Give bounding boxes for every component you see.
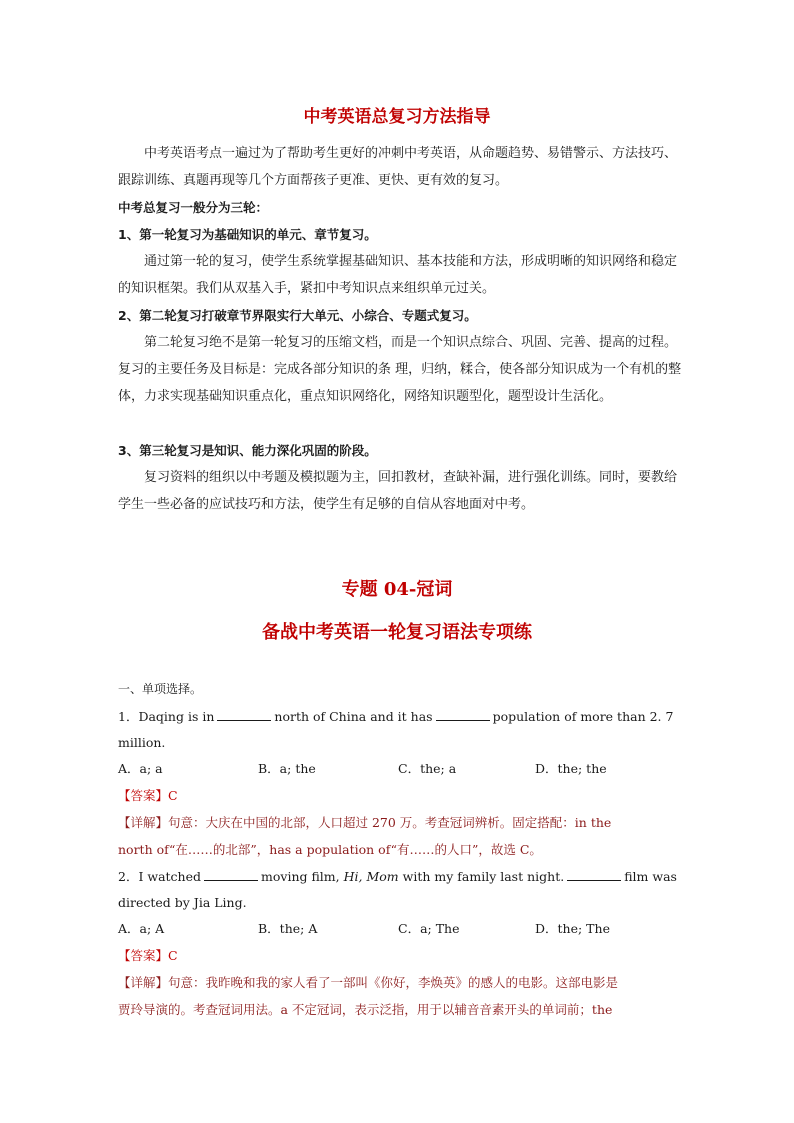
guide-intro: 中考英语考点一遍过为了帮助考生更好的冲刺中考英语，从命题趋势、易错警示、方法技巧、跟踪训练、真题再现等几个方面帮孩子更准、更快、更有效的复习。 bbox=[118, 146, 678, 188]
question-2-line-1 bbox=[118, 864, 688, 890]
q1-text-a: 1．Daqing is in bbox=[118, 709, 215, 724]
round1-heading: 1、第一轮复习为基础知识的单元、章节复习。 bbox=[118, 227, 377, 242]
answer-blank bbox=[436, 708, 490, 721]
question-1-detail-2: north of“在……的北部”，has a population of“有……的人口”，故选 C。 bbox=[118, 842, 542, 857]
q2-film-title: Hi, Mom bbox=[343, 869, 399, 884]
question-1-answer: 【答案】C bbox=[118, 788, 178, 803]
option-a: A．a; a bbox=[118, 761, 163, 776]
option-c: C．the; a bbox=[398, 761, 457, 776]
option-c: C．a; The bbox=[398, 921, 460, 936]
topic-title: 专题 04-冠词 bbox=[341, 579, 453, 600]
answer-blank bbox=[217, 708, 271, 721]
round2-heading: 2、第二轮复习打破章节界限实行大单元、小综合、专题式复习。 bbox=[118, 308, 477, 323]
round2-text: 第二轮复习绝不是第一轮复习的压缩文档，而是一个知识点综合、巩固、完善、提高的过程。复习的主要任务及目标是：完成各部分知识的条 理，归纳，糅合，使各部分知识成为一个有机的整体，力求实现基础知识重点化，重点知识网络化，网络知识题型化，题型设计生活化。 bbox=[118, 335, 682, 404]
q2-text-b: moving film, bbox=[261, 869, 340, 884]
option-b: B．the; A bbox=[258, 921, 318, 936]
round1-text: 通过第一轮的复习，使学生系统掌握基础知识、基本技能和方法，形成明晰的知识网络和稳定的知识框架。我们从双基入手，紧扣中考知识点来组织单元过关。 bbox=[118, 254, 678, 296]
q1-text-b: north of China and it has bbox=[274, 709, 433, 724]
rounds-heading: 中考总复习一般分为三轮： bbox=[118, 200, 269, 215]
question-2-detail-1: 【详解】句意：我昨晚和我的家人看了一部叫《你好，李焕英》的感人的电影。这部电影是 bbox=[118, 975, 619, 990]
round3-text: 复习资料的组织以中考题及模拟题为主，回扣教材，查缺补漏，进行强化训练。同时，要教给学生一些必备的应试技巧和方法，使学生有足够的自信从容地面对中考。 bbox=[118, 470, 678, 512]
guide-title: 中考英语总复习方法指导 bbox=[303, 107, 491, 127]
topic-subtitle: 备战中考英语一轮复习语法专项练 bbox=[262, 622, 532, 643]
q2-text-a: 2．I watched bbox=[118, 869, 201, 884]
answer-blank bbox=[567, 868, 621, 881]
option-d: D．the; the bbox=[535, 761, 607, 776]
question-1-line-2: million. bbox=[118, 735, 166, 750]
question-2-line-2: directed by Jia Ling. bbox=[118, 895, 247, 910]
question-2-answer: 【答案】C bbox=[118, 948, 178, 963]
question-1-line-1 bbox=[118, 704, 688, 730]
option-d: D．the; The bbox=[535, 921, 610, 936]
answer-blank bbox=[204, 868, 258, 881]
question-2-options bbox=[118, 916, 688, 942]
question-2-detail-2: 贾玲导演的。考查冠词用法。a 不定冠词，表示泛指，用于以辅音音素开头的单词前；the bbox=[118, 1002, 613, 1017]
section-heading: 一、单项选择。 bbox=[118, 682, 203, 696]
q2-text-c: with my family last night. bbox=[402, 869, 565, 884]
question-1-options bbox=[118, 756, 688, 782]
question-1-detail-1: 【详解】句意：大庆在中国的北部，人口超过 270 万。考查冠词辨析。固定搭配：in the bbox=[118, 815, 612, 830]
option-a: A．a; A bbox=[118, 921, 165, 936]
option-b: B．a; the bbox=[258, 761, 316, 776]
q2-text-d: film was bbox=[624, 869, 677, 884]
q1-text-c: population of more than 2. 7 bbox=[492, 709, 674, 724]
round3-heading: 3、第三轮复习是知识、能力深化巩固的阶段。 bbox=[118, 443, 377, 458]
